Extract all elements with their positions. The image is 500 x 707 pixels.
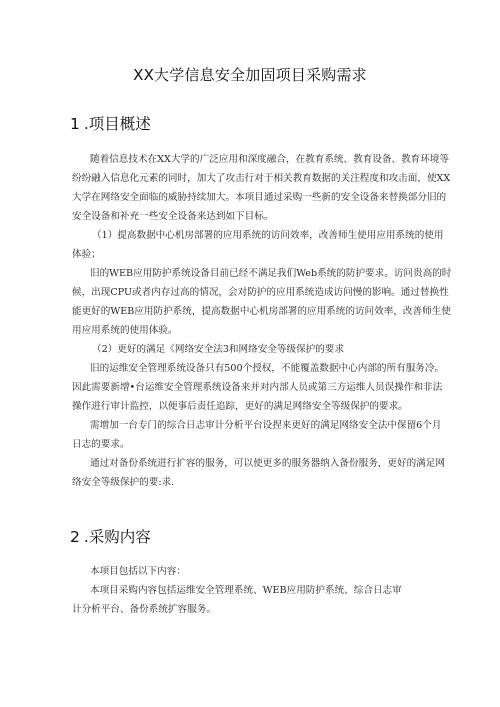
paragraph-line: （2）更好的满足《网络安全法3和网络安全等级保护的要求 <box>92 344 345 355</box>
paragraph-line: 本项目包括以下内容： <box>90 566 186 577</box>
section-number: 2 <box>70 528 80 546</box>
paragraph-line: 纷纷融入信息化元素的同时，加大了攻击行对于相关教育数据的关注程度和攻击面，使XX <box>72 173 451 184</box>
document-title: XX大学信息安全加固项目采购需求 <box>133 66 367 84</box>
paragraph-line: 体验； <box>72 249 101 260</box>
paragraph-line: 络安全等级保护的要:求. <box>72 477 175 488</box>
paragraph-line: 用应用系统的使用体验。 <box>72 325 178 336</box>
paragraph-line: 操作进行审计监控，以便事后责任追踪，更好的满足网络安全等级保护的要求。 <box>72 401 408 412</box>
paragraph-line: 通过对备份系统进行扩容的服务，可以使更多的服务器纳入备份服务，更好的满足网 <box>90 458 445 469</box>
paragraph-line: 随着信息技术在XX大学的广泛应用和深度融合，在教育系统、教育设备、教育环境等 <box>90 154 450 165</box>
paragraph-line: 能更好的WEB应用防护系统，提高数据中心机房部署的应用系统的访问效率，改善师生使 <box>72 306 451 317</box>
section-heading-overview <box>70 112 151 134</box>
paragraph-line: （1）提高数据中心机房部署的应用系统的访问效率，改善师生使用应用系统的使用 <box>92 230 444 241</box>
section-title: .采购内容 <box>83 528 151 546</box>
section-title: .项目概述 <box>83 115 151 133</box>
paragraph-line: 候，出现CPU或者内存过高的情况，会对防护的应用系统造成访问慢的影响。通过替换性 <box>72 287 449 298</box>
paragraph-line: 旧的运维安全管理系统设备只有500个授权，不能覆盖数据中心内部的所有服务冷。 <box>90 363 445 374</box>
section-number: 1 <box>70 115 80 133</box>
paragraph-line: 大学在网络安全面临的威胁持续加大。本项目通过采购一些新的安全设备来替换部分旧的 <box>72 192 447 203</box>
paragraph-line: 本项目采购内容包括运维安全管理系统、WEB应用防护系统、综合日志审 <box>90 585 402 596</box>
paragraph-line: 因此需要新增•台运维安全管理系统设备来并对内部人员或第三方运维人员误操作和非法 <box>72 382 443 393</box>
paragraph-line: 计分析平台、备份系统扩容服务。 <box>72 604 216 615</box>
paragraph-line: 需增加一台专门的综合日志审计分析平台设捏来更好的满足网络安全法中保留6个月 <box>90 420 442 431</box>
paragraph-line: 日志的要求。 <box>72 439 130 450</box>
paragraph-line: 旧的WEB应用防护系统设备目前已经不满足我们Web系统的防护要求。访问贵高的时 <box>90 268 452 279</box>
paragraph-line: 安全设备和补充一些安全设备来达到如下目标。 <box>72 211 274 222</box>
section-heading-procurement <box>70 525 151 547</box>
